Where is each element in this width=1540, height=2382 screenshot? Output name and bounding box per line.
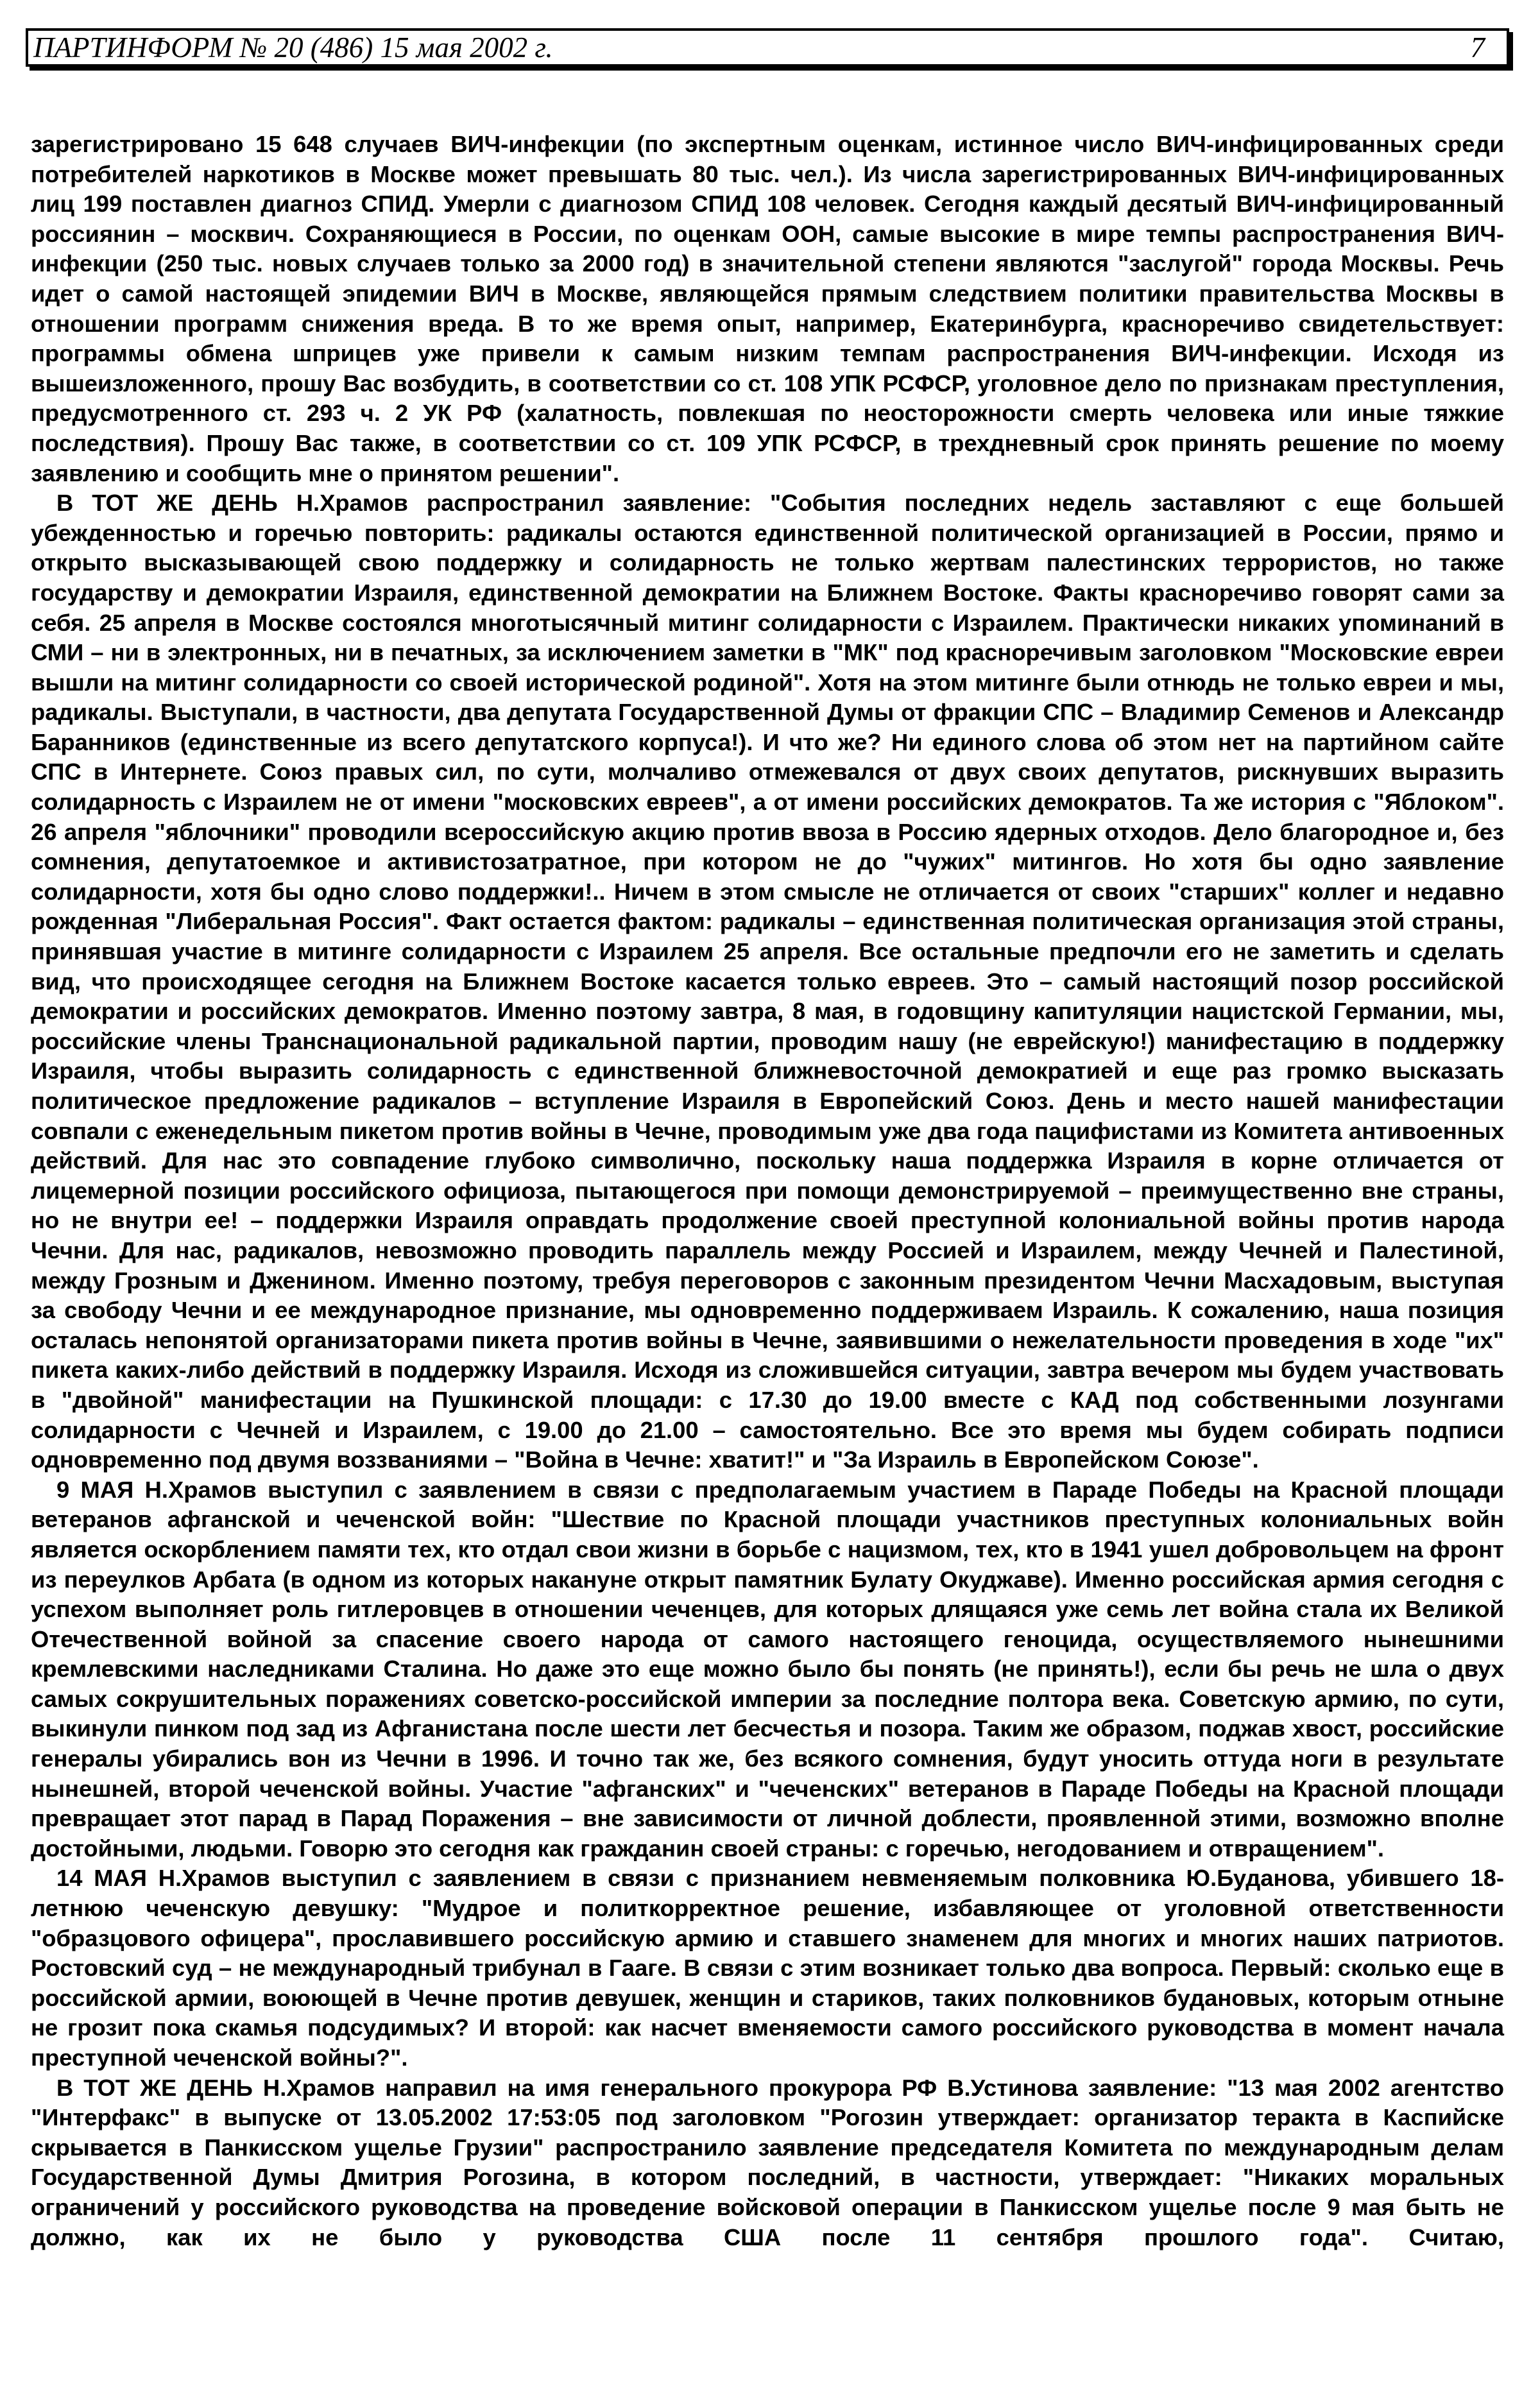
paragraph: зарегистрировано 15 648 случаев ВИЧ-инфекции (по экспертным оценкам, истинное число ВИЧ-инфицированных среди потребителей наркотиков в Москве может превышать 80 тыс. чел.). Из числа зарегистрированных ВИЧ-инфицированных лиц 199 поставлен диагноз СПИД. Умерли с диагнозом СПИД 108 человек. Сегодня каждый десятый ВИЧ-инфицированный россиянин – москвич. Сохраняющиеся в России, по оценкам ООН, самые высокие в мире темпы распространения ВИЧ-инфекции (250 тыс. новых случаев только за 2000 год) в значительной степени являются "заслугой" города Москвы. Речь идет о самой настоящей эпидемии ВИЧ в Москве, являющейся прямым следствием политики правительства Москвы в отношении программ снижения вреда. В то же время опыт, например, Екатеринбурга, красноречиво свидетельствует: программы обмена шприцев уже привели к самым низким темпам распространения ВИЧ-инфекции. Исходя из вышеизложенного, прошу Вас возбудить, в соответствии со ст. 108 УПК РСФСР, уголовное дело по признакам преступления, предусмотренного ст. 293 ч. 2 УК РФ (халатность, повлекшая по неосторожности смерть человека или иные тяжкие последствия). Прошу Вас также, в соответствии со ст. 109 УПК РСФСР, в трехдневный срок принять решение по моему заявлению и сообщить мне о принятом решении".: [31, 131, 1504, 486]
article-body: [31, 130, 1504, 2252]
page-number: 7: [1470, 31, 1485, 64]
paragraph: 9 МАЯ Н.Храмов выступил с заявлением в связи с предполагаемым участием в Параде Победы на Красной площади ветеранов афганской и чеченской войн: "Шествие по Красной площади участников преступных колониальных войн является оскорблением памяти тех, кто отдал свои жизни в борьбе с нацизмом, тех, кто в 1941 ушел добровольцем на фронт из переулков Арбата (в одном из которых накануне открыт памятник Булату Окуджаве). Именно российская армия сегодня с успехом выполняет роль гитлеровцев в отношении чеченцев, для которых длящаяся уже семь лет война стала их Великой Отечественной войной за спасение своего народа от самого настоящего геноцида, осуществляемого нынешними кремлевскими наследниками Сталина. Но даже это еще можно было бы понять (не принять!), если бы речь не шла о двух самых сокрушительных поражениях советско-российской империи за последние полтора века. Советскую армию, по сути, выкинули пинком под зад из Афганистана после шести лет бесчестья и позора. Таким же образом, поджав хвост, российские генералы убирались вон из Чечни в 1996. И точно так же, без всякого сомнения, будут уносить оттуда ноги в результате нынешней, второй чеченской войны. Участие "афганских" и "чеченских" ветеранов в Параде Победы на Красной площади превращает этот парад в Парад Поражения – вне зависимости от личной доблести, проявленной этими, возможно вполне достойными, людьми. Говорю это сегодня как гражданин своей страны: с горечью, негодованием и отвращением".: [31, 1476, 1504, 1862]
newsletter-title: ПАРТИНФОРМ № 20 (486) 15 мая 2002 г.: [33, 31, 553, 64]
paragraph: 14 МАЯ Н.Храмов выступил с заявлением в связи с признанием невменяемым полковника Ю.Буданова, убившего 18-летнюю чеченскую девушку: "Мудрое и политкорректное решение, избавляющее от уголовной ответственности "образцового офицера", прославившего российскую армию и ставшего знаменем для многих и многих наших патриотов. Ростовский суд – не международный трибунал в Гааге. В связи с этим возникает только два вопроса. Первый: сколько еще в российской армии, воюющей в Чечне против девушек, женщин и стариков, таких полковников будановых, которым отныне не грозит пока скамья подсудимых? И второй: как насчет вменяемости самого российского руководства в момент начала преступной чеченской войны?".: [31, 1865, 1504, 2071]
paragraph: В ТОТ ЖЕ ДЕНЬ Н.Храмов распространил заявление: "События последних недель заставляют с еще большей убежденностью и горечью повторить: радикалы остаются единственной политической организацией в России, прямо и открыто высказывающей свою поддержку и солидарность не только жертвам палестинских террористов, но также государству и демократии Израиля, единственной демократии на Ближнем Востоке. Факты красноречиво говорят сами за себя. 25 апреля в Москве состоялся многотысячный митинг солидарности с Израилем. Практически никаких упоминаний в СМИ – ни в электронных, ни в печатных, за исключением заметки в "МК" под красноречивым заголовком "Московские евреи вышли на митинг солидарности со своей исторической родиной". Хотя на этом митинге были отнюдь не только евреи и мы, радикалы. Выступали, в частности, два депутата Государственной Думы от фракции СПС – Владимир Семенов и Александр Баранников (единственные из всего депутатского корпуса!). И что же? Ни единого слова об этом нет на партийном сайте СПС в Интернете. Союз правых сил, по сути, молчаливо отмежевался от двух своих депутатов, рискнувших выразить солидарность с Израилем не от имени "московских евреев", а от имени российских демократов. Та же история с "Яблоком". 26 апреля "яблочники" проводили всероссийскую акцию против ввоза в Россию ядерных отходов. Дело благородное и, без сомнения, депутатоемкое и активистозатратное, при котором не до "чужих" митингов. Но хотя бы одно заявление солидарности, хотя бы одно слово поддержки!.. Ничем в этом смысле не отличается от своих "старших" коллег и недавно рожденная "Либеральная Россия". Факт остается фактом: радикалы – единственная политическая организация этой страны, принявшая участие в митинге солидарности с Израилем 25 апреля. Все остальные предпочли его не заметить и сделать вид, что происходящее сегодня на Ближнем Востоке касается только евреев. Это – самый настоящий позор российской демократии и российских демократов. Именно поэтому завтра, 8 мая, в годовщину капитуляции нацистской Германии, мы, российские члены Транснациональной радикальной партии, проводим нашу (не еврейскую!) манифестацию в поддержку Израиля, чтобы выразить солидарность с единственной ближневосточной демократией и еще раз громко высказать политическое предложение радикалов – вступление Израиля в Европейский Союз. День и место нашей манифестации совпали с еженедельным пикетом против войны в Чечне, проводимым уже два года пацифистами из Комитета антивоенных действий. Для нас это совпадение глубоко символично, поскольку наша поддержка Израиля в корне отличается от лицемерной позиции российского официоза, пытающегося при помощи демонстрируемой – преимущественно вне страны, но не внутри ее! – поддержки Израиля оправдать продолжение своей преступной колониальной войны против народа Чечни. Для нас, радикалов, невозможно проводить параллель между Россией и Израилем, между Чечней и Палестиной, между Грозным и Дженином. Именно поэтому, требуя переговоров с законным президентом Чечни Масхадовым, выступая за свободу Чечни и ее международное признание, мы одновременно поддерживаем Израиль. К сожалению, наша позиция осталась непонятой организаторами пикета против войны в Чечне, заявившими о нежелательности проведения в ходе "их" пикета каких-либо действий в поддержку Израиля. Исходя из сложившейся ситуации, завтра вечером мы будем участвовать в "двойной" манифестации на Пушкинской площади: с 17.30 до 19.00 вместе с КАД под собственными лозунгами солидарности с Чечней и Израилем, с 19.00 до 21.00 – самостоятельно. Все это время мы будем собирать подписи одновременно под двумя воззваниями – "Война в Чечне: хватит!" и "За Израиль в Европейском Союзе".: [31, 490, 1504, 1473]
page-header: [26, 28, 1509, 67]
paragraph: В ТОТ ЖЕ ДЕНЬ Н.Храмов направил на имя генерального прокурора РФ В.Устинова заявление: "13 мая 2002 агентство "Интерфакс" в выпуске от 13.05.2002 17:53:05 под заголовком "Рогозин утверждает: организатор теракта в Каспийске скрывается в Панкисском ущелье Грузии" распространило заявление председателя Комитета по международным делам Государственной Думы Дмитрия Рогозина, в котором последний, в частности, утверждает: "Никаких моральных ограничений у российского руководства на проведение войсковой операции в Панкисском ущелье после 9 мая быть не должно, как их не было у руководства США после 11 сентября прошлого года". Считаю,: [31, 2074, 1504, 2250]
